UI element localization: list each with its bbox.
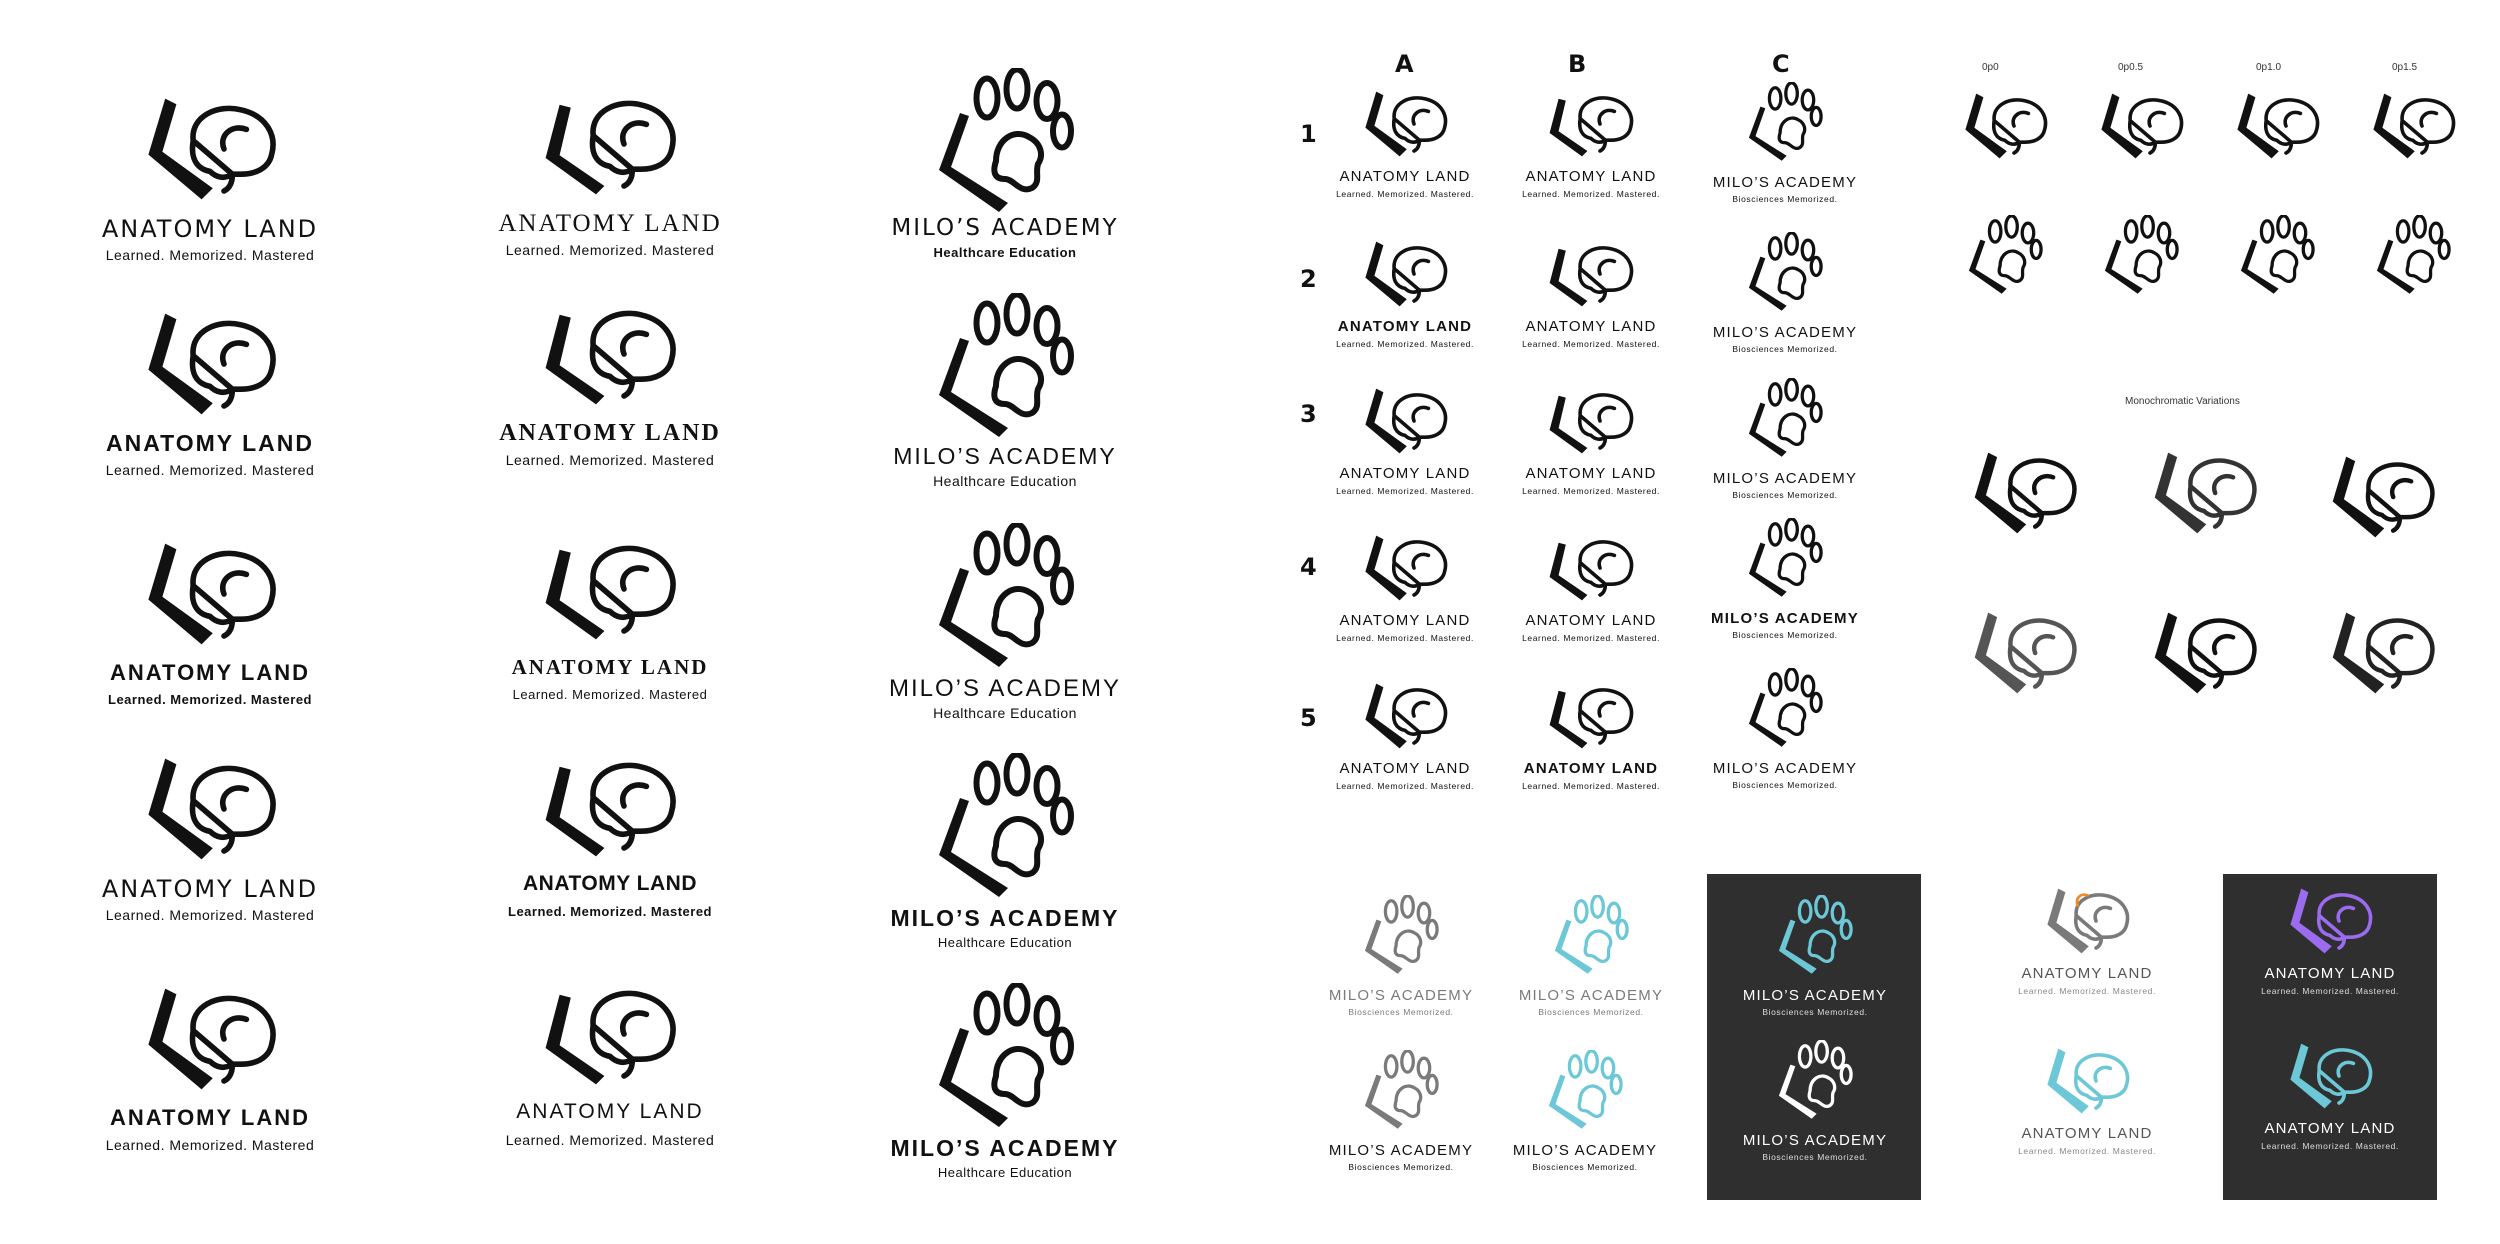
logo-card	[865, 515, 1145, 730]
logo-card	[70, 745, 350, 960]
brand-name: ANATOMY LAND	[1525, 168, 1657, 185]
color-variant-paw	[1500, 1050, 1670, 1200]
brand-name: ANATOMY LAND	[2021, 965, 2153, 982]
paw-icon	[1740, 378, 1830, 460]
paw-icon	[930, 523, 1080, 673]
brain-icon	[2232, 90, 2322, 162]
brand-name: ANATOMY LAND	[2264, 965, 2396, 982]
brand-tagline: Learned. Memorized. Mastered.	[2261, 1141, 2399, 1151]
logo-card	[865, 285, 1145, 500]
color-variant-brain	[2245, 885, 2415, 1035]
brain-icon	[1546, 385, 1636, 457]
brand-tagline: Biosciences Memorized.	[1762, 1152, 1868, 1162]
logo-card	[470, 80, 750, 295]
brand-tagline: Biosciences Memorized.	[1732, 630, 1838, 640]
paw-icon	[930, 293, 1080, 443]
grid-cell-paw	[1700, 232, 1870, 382]
brain-icon	[1360, 88, 1450, 160]
brain-icon	[140, 753, 280, 865]
brain-icon	[140, 538, 280, 650]
grid-cell-paw	[1700, 668, 1870, 818]
brand-name: MILO’S ACADEMY	[1512, 1142, 1658, 1159]
grid-row-label: 4	[1300, 553, 1317, 581]
logo-card	[70, 530, 350, 745]
brand-name: ANATOMY LAND	[1339, 168, 1471, 185]
logo-card	[865, 975, 1145, 1190]
brand-tagline: Healthcare Education	[933, 245, 1077, 260]
brand-name: ANATOMY LAND	[1339, 465, 1471, 482]
brand-tagline: Biosciences Memorized.	[1732, 490, 1838, 500]
brain-icon	[2042, 1045, 2132, 1117]
brain-icon	[1546, 680, 1636, 752]
grid-cell-brain	[1320, 238, 1490, 388]
brain-icon	[2148, 608, 2260, 698]
brand-name: MILO’S ACADEMY	[1742, 987, 1888, 1004]
brand-name: ANATOMY LAND	[1523, 760, 1659, 777]
brand-name: ANATOMY LAND	[2021, 1125, 2153, 1142]
brain-icon	[1546, 532, 1636, 604]
brand-tagline: Learned. Memorized. Mastered	[508, 904, 712, 919]
brain-icon	[2285, 885, 2375, 957]
brain-icon	[540, 750, 680, 862]
brand-name: MILO’S ACADEMY	[1328, 987, 1474, 1004]
brand-name: ANATOMY LAND	[101, 215, 319, 243]
grid-row-label: 2	[1300, 265, 1317, 293]
brain-icon	[2326, 452, 2438, 542]
color-variant-paw	[1506, 895, 1676, 1045]
paw-icon	[1740, 82, 1830, 164]
paw-icon	[930, 753, 1080, 903]
paw-icon	[1740, 668, 1830, 750]
weight-label: 0p1.0	[2256, 62, 2282, 73]
brand-name: ANATOMY LAND	[101, 875, 319, 903]
grid-cell-paw	[1700, 82, 1870, 232]
brand-tagline: Learned. Memorized. Mastered.	[1522, 189, 1660, 199]
paw-icon	[1740, 232, 1830, 314]
color-variant-brain	[2002, 1045, 2172, 1195]
brand-name: ANATOMY LAND	[523, 872, 697, 895]
paw-icon	[930, 983, 1080, 1133]
brand-tagline: Biosciences Memorized.	[1732, 344, 1838, 354]
brand-tagline: Learned. Memorized. Mastered	[108, 692, 312, 707]
brain-icon	[1360, 238, 1450, 310]
brain-icon	[1360, 385, 1450, 457]
logo-card	[70, 85, 350, 300]
logo-card	[470, 290, 750, 505]
brand-name: MILO’S ACADEMY	[1712, 174, 1858, 191]
brand-tagline: Biosciences Memorized.	[1532, 1162, 1638, 1172]
brand-tagline: Biosciences Memorized.	[1348, 1007, 1454, 1017]
brand-name: ANATOMY LAND	[1525, 318, 1657, 335]
brain-icon	[140, 308, 280, 420]
brain-icon	[540, 88, 680, 200]
grid-cell-brain	[1506, 385, 1676, 535]
brand-tagline: Healthcare Education	[933, 473, 1077, 489]
brain-icon	[1360, 532, 1450, 604]
brand-tagline: Learned. Memorized. Mastered	[105, 462, 315, 478]
grid-col-label: A	[1395, 50, 1414, 78]
section-title: Monochromatic Variations	[2125, 396, 2240, 407]
grid-cell-brain	[1506, 238, 1676, 388]
brain-icon	[140, 93, 280, 205]
brand-name: MILO’S ACADEMY	[891, 215, 1119, 241]
brand-tagline: Learned. Memorized. Mastered.	[1336, 781, 1474, 791]
brand-tagline: Biosciences Memorized.	[1732, 780, 1838, 790]
brain-icon	[540, 978, 680, 1090]
grid-row-label: 3	[1300, 400, 1317, 428]
logo-card	[70, 975, 350, 1190]
brand-tagline: Learned. Memorized. Mastered	[105, 247, 315, 263]
brand-name: MILO’S ACADEMY	[890, 905, 1120, 931]
brand-tagline: Learned. Memorized. Mastered.	[2261, 986, 2399, 996]
logo-card	[470, 970, 750, 1185]
weight-label: 0p1.5	[2392, 62, 2418, 73]
brand-name: MILO’S ACADEMY	[1711, 610, 1859, 627]
brain-icon	[140, 983, 280, 1095]
brand-tagline: Learned. Memorized. Mastered	[512, 687, 708, 702]
brand-tagline: Learned. Memorized. Mastered.	[1522, 339, 1660, 349]
brain-icon	[2096, 90, 2186, 162]
brand-name: ANATOMY LAND	[511, 655, 709, 679]
brain-icon	[2042, 885, 2132, 957]
logo-card	[70, 300, 350, 515]
color-variant-brain	[2002, 885, 2172, 1035]
weight-label: 0p0.5	[2118, 62, 2144, 73]
paw-icon	[1546, 895, 1636, 977]
brand-tagline: Biosciences Memorized.	[1348, 1162, 1454, 1172]
grid-col-label: C	[1772, 50, 1790, 78]
brand-tagline: Biosciences Memorized.	[1762, 1007, 1868, 1017]
logo-card	[470, 742, 750, 957]
brain-icon	[2326, 608, 2438, 698]
brain-icon	[1968, 608, 2080, 698]
brand-name: ANATOMY LAND	[516, 1100, 704, 1123]
grid-cell-brain	[1320, 532, 1490, 682]
brain-icon	[1546, 88, 1636, 160]
brand-name: MILO’S ACADEMY	[1712, 324, 1858, 341]
color-variant-brain	[2245, 1040, 2415, 1190]
paw-icon	[1356, 1050, 1446, 1132]
paw-icon	[2096, 215, 2186, 297]
brain-icon	[1968, 448, 2080, 538]
brand-name: ANATOMY LAND	[1339, 612, 1471, 629]
brand-tagline: Learned. Memorized. Mastered	[105, 907, 315, 923]
logo-card	[865, 60, 1145, 275]
color-variant-paw	[1730, 895, 1900, 1045]
brand-name: ANATOMY LAND	[499, 420, 721, 446]
grid-cell-brain	[1506, 680, 1676, 830]
brand-tagline: Learned. Memorized. Mastered	[505, 452, 715, 468]
paw-icon	[1740, 518, 1830, 600]
brand-tagline: Learned. Memorized. Mastered.	[1336, 189, 1474, 199]
brand-tagline: Learned. Memorized. Mastered.	[1522, 633, 1660, 643]
brand-tagline: Biosciences Memorized.	[1732, 194, 1838, 204]
brand-name: ANATOMY LAND	[110, 660, 310, 685]
brand-tagline: Biosciences Memorized.	[1538, 1007, 1644, 1017]
logo-card	[865, 745, 1145, 960]
brain-icon	[1546, 238, 1636, 310]
grid-cell-brain	[1506, 88, 1676, 238]
brand-tagline: Learned. Memorized. Mastered.	[2018, 1146, 2156, 1156]
brand-tagline: Learned. Memorized. Mastered.	[2018, 986, 2156, 996]
brand-tagline: Learned. Memorized. Mastered	[505, 242, 715, 258]
brand-name: ANATOMY LAND	[498, 210, 722, 237]
brand-tagline: Learned. Memorized. Mastered	[105, 1137, 315, 1153]
grid-cell-brain	[1320, 680, 1490, 830]
brand-name: ANATOMY LAND	[1525, 465, 1657, 482]
paw-icon	[1770, 895, 1860, 977]
brand-name: MILO’S ACADEMY	[1742, 1132, 1888, 1149]
brand-name: ANATOMY LAND	[110, 1105, 310, 1130]
grid-col-label: B	[1568, 50, 1587, 78]
brain-icon	[2285, 1040, 2375, 1112]
brand-name: ANATOMY LAND	[2264, 1120, 2396, 1137]
weight-label: 0p0	[1982, 62, 1999, 73]
grid-cell-paw	[1700, 378, 1870, 528]
color-variant-paw	[1316, 895, 1486, 1045]
brand-tagline: Learned. Memorized. Mastered.	[1522, 781, 1660, 791]
brand-tagline: Learned. Memorized. Mastered.	[1336, 339, 1474, 349]
logo-card	[470, 525, 750, 740]
brain-icon	[540, 533, 680, 645]
brand-name: ANATOMY LAND	[106, 430, 314, 456]
paw-icon	[1356, 895, 1446, 977]
brain-icon	[2368, 90, 2458, 162]
brand-tagline: Learned. Memorized. Mastered.	[1522, 486, 1660, 496]
paw-icon	[930, 68, 1080, 218]
grid-cell-brain	[1506, 532, 1676, 682]
paw-icon	[1540, 1050, 1630, 1132]
brain-icon	[2148, 448, 2260, 538]
grid-cell-brain	[1320, 88, 1490, 238]
brain-icon	[540, 298, 680, 410]
brand-tagline: Learned. Memorized. Mastered	[505, 1132, 715, 1148]
paw-icon	[1960, 215, 2050, 297]
brand-name: MILO’S ACADEMY	[893, 443, 1117, 469]
paw-icon	[2232, 215, 2322, 297]
brain-icon	[1960, 90, 2050, 162]
brand-name: MILO’S ACADEMY	[888, 675, 1122, 702]
brand-name: MILO’S ACADEMY	[1328, 1142, 1474, 1159]
grid-row-label: 1	[1300, 120, 1317, 148]
brand-name: MILO’S ACADEMY	[890, 1135, 1120, 1161]
brand-tagline: Healthcare Education	[937, 935, 1073, 950]
brand-name: ANATOMY LAND	[1337, 318, 1473, 335]
paw-icon	[1770, 1040, 1860, 1122]
brand-name: ANATOMY LAND	[1525, 612, 1657, 629]
color-variant-paw	[1730, 1040, 1900, 1190]
paw-icon	[2368, 215, 2458, 297]
brand-tagline: Learned. Memorized. Mastered.	[1336, 633, 1474, 643]
brand-tagline: Learned. Memorized. Mastered.	[1336, 486, 1474, 496]
grid-cell-brain	[1320, 385, 1490, 535]
brand-name: MILO’S ACADEMY	[1712, 760, 1858, 777]
brand-tagline: Healthcare Education	[933, 705, 1077, 721]
brain-icon	[1360, 680, 1450, 752]
grid-row-label: 5	[1300, 704, 1317, 732]
color-variant-paw	[1316, 1050, 1486, 1200]
brand-name: MILO’S ACADEMY	[1518, 987, 1664, 1004]
brand-name: MILO’S ACADEMY	[1712, 470, 1858, 487]
brand-name: ANATOMY LAND	[1339, 760, 1471, 777]
brand-tagline: Healthcare Education	[937, 1165, 1073, 1180]
grid-cell-paw	[1700, 518, 1870, 668]
